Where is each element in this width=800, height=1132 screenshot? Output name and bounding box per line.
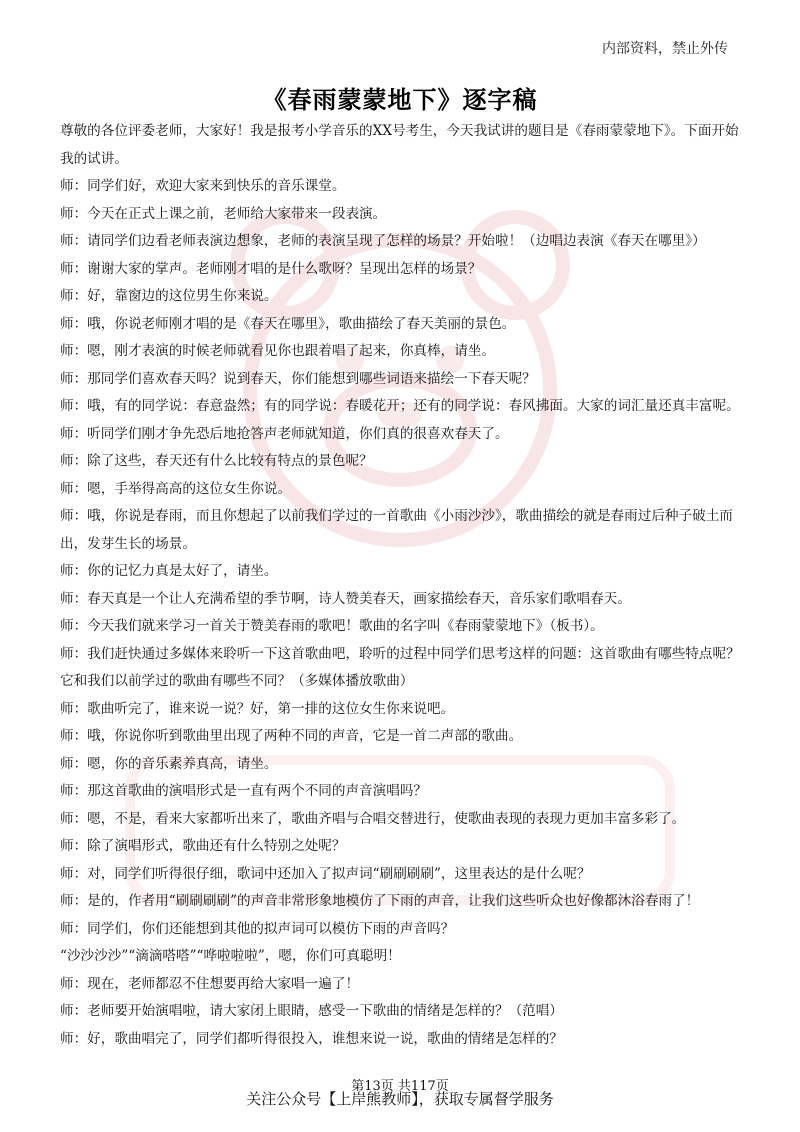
paragraph: 师：好，靠窗边的这位男生你来说。	[60, 288, 278, 304]
paragraph: 师：今天我们就来学习一首关于赞美春雨的歌吧！歌曲的名字叫《春雨蒙蒙地下》（板书）。	[60, 618, 604, 634]
paragraph: 师：今天在正式上课之前，老师给大家带来一段表演。	[60, 205, 387, 222]
paragraph: 师：请同学们边看老师表演边想象，老师的表演呈现了怎样的场景？开始啦！（边唱边表演《春天在哪里》）	[60, 233, 706, 249]
paragraph: 师：我们赶快通过多媒体来聆听一下这首歌曲吧，聆听的过程中同学们思考这样的问题：这首歌曲有哪些特点呢？它和我们以前学过的歌曲有哪些不同？（多媒体播放歌曲）	[60, 645, 740, 689]
paragraph: 师：对，同学们听得很仔细，歌词中还加入了拟声词“刷刷刷刷”，这里表达的是什么呢？	[60, 865, 591, 882]
paragraph: 师：听同学们刚才争先恐后地抢答声老师就知道，你们真的很喜欢春天了。	[60, 425, 509, 442]
document-title: 《春雨蒙蒙地下》逐字稿	[262, 85, 538, 114]
paragraph: 师：那同学们喜欢春天吗？说到春天，你们能想到哪些词语来描绘一下春天呢？	[60, 370, 536, 387]
paragraph: 尊敬的各位评委老师，大家好！我是报考小学音乐的XX号考生，今天我试讲的题目是《春雨蒙蒙地下》。下面开始我的试讲。	[60, 123, 739, 167]
paragraph: 师：谢谢大家的掌声。老师刚才唱的是什么歌呀？呈现出怎样的场景？	[60, 260, 482, 277]
paragraph: 师：同学们好，欢迎大家来到快乐的音乐课堂。	[60, 178, 346, 194]
paragraph: 师：嗯，不是，看来大家都听出来了，歌曲齐唱与合唱交替进行，使歌曲表现的表现力更加丰富多彩了。	[60, 810, 686, 827]
paragraph: 师：嗯，刚才表演的时候老师就看见你也跟着唱了起来，你真棒，请坐。	[60, 343, 495, 359]
paragraph: 师：哦，你说你听到歌曲里出现了两种不同的声音，它是一首二声部的歌曲。	[60, 728, 523, 744]
page-number: 第13页 共117页	[351, 1079, 449, 1094]
confidential-note: 内部资料，禁止外传	[602, 41, 728, 57]
paragraph: “沙沙沙沙”“滴滴嗒嗒”“哗啦啦啦”，嗯，你们可真聪明！	[60, 948, 401, 964]
paragraph: 师：歌曲听完了，谁来说一说？好，第一排的这位女生你来说吧。	[60, 700, 455, 717]
paragraph: 师：你的记忆力真是太好了，请坐。	[60, 563, 278, 579]
paragraph: 师：嗯，你的音乐素养真高，请坐。	[60, 755, 278, 772]
paragraph: 师：嗯，手举得高高的这位女生你说。	[60, 480, 292, 497]
paragraph: 师：哦，你说是春雨，而且你想起了以前我们学过的一首歌曲《小雨沙沙》，歌曲描绘的就是春雨过后种子破土而出，发芽生长的场景。	[60, 508, 733, 552]
promo-footer: 关注公众号【上岸熊教师】，获取专属督学服务	[246, 1090, 554, 1108]
paragraph: 师：除了这些，春天还有什么比较有特点的景色呢？	[60, 453, 373, 469]
paragraph: 师：那这首歌曲的演唱形式是一直有两个不同的声音演唱吗？	[60, 783, 428, 799]
paragraph: 师：春天真是一个让人充满希望的季节啊，诗人赞美春天，画家描绘春天，音乐家们歌唱春天。	[60, 590, 631, 607]
paragraph: 师：哦，有的同学说：春意盎然；有的同学说：春暖花开；还有的同学说：春风拂面。大家的词汇量还真丰富呢。	[60, 398, 740, 414]
paragraph: 师：好，歌曲唱完了，同学们都听得很投入，谁想来说一说，歌曲的情绪是怎样的？	[60, 1030, 563, 1047]
paragraph: 师：现在，老师都忍不住想要再给大家唱一遍了！	[60, 975, 360, 992]
transcript-body	[60, 118, 744, 1053]
paragraph: 师：哦，你说老师刚才唱的是《春天在哪里》，歌曲描绘了春天美丽的景色。	[60, 315, 516, 332]
paragraph: 师：是的，作者用“刷刷刷刷”的声音非常形象地模仿了下雨的声音，让我们这些听众也好像都沐浴春雨了！	[60, 893, 700, 909]
paragraph: 师：同学们，你们还能想到其他的拟声词可以模仿下雨的声音吗？	[60, 920, 455, 937]
paragraph: 师：除了演唱形式，歌曲还有什么特别之处呢？	[60, 838, 346, 854]
paragraph: 师：老师要开始演唱啦，请大家闭上眼睛，感受一下歌曲的情绪是怎样的？（范唱）	[60, 1003, 563, 1019]
